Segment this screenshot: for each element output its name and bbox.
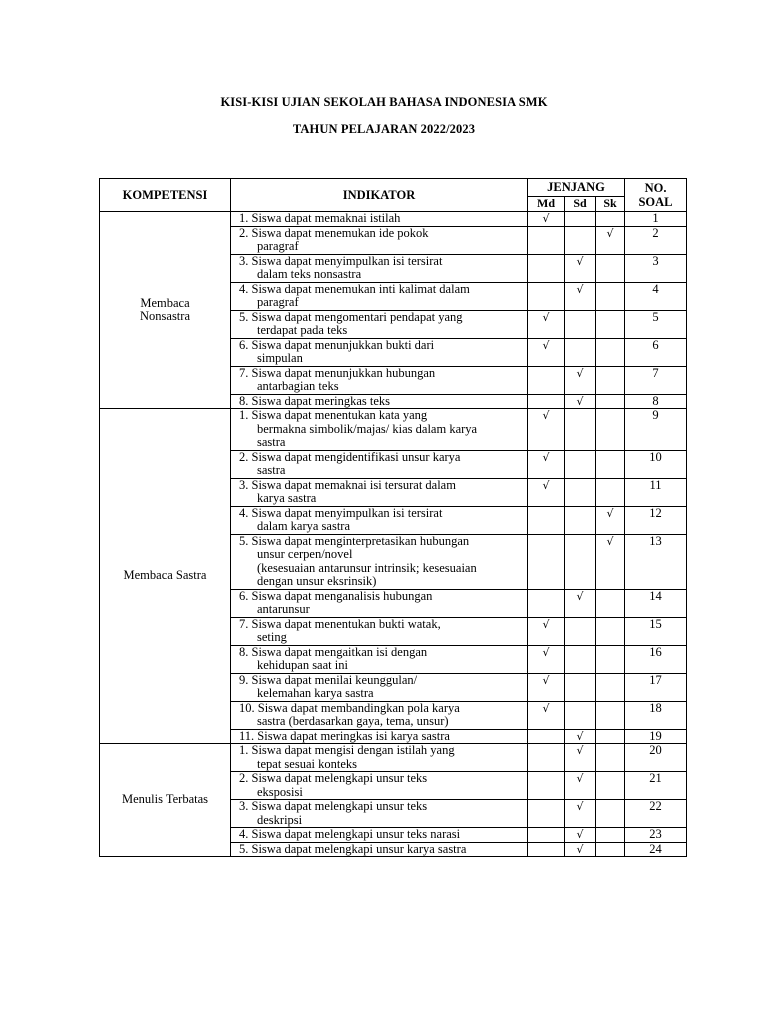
indikator-text: kelemahan karya sastra	[257, 686, 374, 700]
indikator-cell	[231, 828, 528, 843]
check-mark-icon: √	[576, 254, 584, 268]
jenjang-md-cell	[528, 254, 565, 282]
jenjang-sd-cell	[565, 673, 596, 701]
jenjang-sk-cell	[596, 701, 625, 729]
header-no-soal	[625, 179, 687, 212]
jenjang-sk-cell	[596, 744, 625, 772]
check-mark-icon: √	[576, 282, 584, 296]
no-soal-cell: 21	[625, 772, 687, 800]
jenjang-sk-cell	[596, 645, 625, 673]
indikator-text: unsur cerpen/novel	[257, 547, 353, 561]
indikator-text: 2. Siswa dapat mengidentifikasi unsur karya	[239, 449, 461, 464]
indikator-text: antarunsur	[257, 602, 310, 616]
jenjang-md-cell	[528, 589, 565, 617]
indikator-text: antarbagian teks	[257, 379, 339, 393]
indikator-text: seting	[257, 630, 287, 644]
check-mark-icon: √	[576, 394, 584, 408]
no-soal-cell: 8	[625, 394, 687, 409]
indikator-cell	[231, 842, 528, 857]
header-md: Md	[528, 197, 565, 212]
jenjang-sk-cell	[596, 338, 625, 366]
indikator-text: deskripsi	[257, 812, 303, 827]
jenjang-sk-cell	[596, 282, 625, 310]
indikator-text: kehidupan saat ini	[257, 658, 348, 672]
indikator-cell	[231, 310, 528, 338]
jenjang-sk-cell	[596, 589, 625, 617]
indikator-cell	[231, 744, 528, 772]
indikator-cell	[231, 282, 528, 310]
jenjang-md-cell	[528, 338, 565, 366]
jenjang-sd-cell	[565, 701, 596, 729]
jenjang-sk-cell	[596, 394, 625, 409]
jenjang-sd-cell	[565, 254, 596, 282]
kompetensi-cell	[100, 212, 231, 409]
jenjang-sk-cell	[596, 729, 625, 744]
jenjang-sd-cell	[565, 282, 596, 310]
indikator-text: simpulan	[257, 351, 303, 365]
check-mark-icon: √	[542, 701, 550, 715]
indikator-cell	[231, 409, 528, 451]
jenjang-sd-cell	[565, 226, 596, 254]
table-row	[100, 409, 687, 451]
jenjang-sd-cell	[565, 589, 596, 617]
indikator-cell	[231, 254, 528, 282]
check-mark-icon: √	[542, 409, 550, 422]
indikator-text: 9. Siswa dapat menilai keunggulan/	[239, 672, 418, 687]
indikator-text: 5. Siswa dapat menginterpretasikan hubungan	[239, 533, 470, 548]
indikator-text: 6. Siswa dapat menganalisis hubungan	[239, 588, 433, 603]
jenjang-md-cell	[528, 828, 565, 843]
jenjang-md-cell	[528, 842, 565, 857]
check-mark-icon: √	[576, 366, 584, 380]
indikator-cell	[231, 701, 528, 729]
jenjang-sk-cell	[596, 366, 625, 394]
indikator-text: karya sastra	[257, 491, 317, 505]
header-sk: Sk	[596, 197, 625, 212]
jenjang-sk-cell	[596, 534, 625, 589]
jenjang-md-cell	[528, 478, 565, 506]
jenjang-md-cell	[528, 450, 565, 478]
jenjang-sk-cell	[596, 212, 625, 227]
indikator-text: 4. Siswa dapat melengkapi unsur teks narasi	[239, 827, 461, 841]
jenjang-md-cell	[528, 744, 565, 772]
jenjang-md-cell	[528, 282, 565, 310]
no-soal-cell: 19	[625, 729, 687, 744]
jenjang-md-cell	[528, 310, 565, 338]
indikator-text: 6. Siswa dapat menunjukkan bukti dari	[239, 337, 435, 352]
jenjang-sd-cell	[565, 478, 596, 506]
indikator-text: 11. Siswa dapat meringkas isi karya sastra	[239, 728, 450, 743]
no-soal-cell: 3	[625, 254, 687, 282]
jenjang-md-cell	[528, 394, 565, 409]
header-no-soal-line2: SOAL	[638, 194, 673, 209]
header-kompetensi: KOMPETENSI	[100, 179, 231, 212]
indikator-text: tepat sesuai konteks	[257, 756, 357, 771]
indikator-cell	[231, 617, 528, 645]
jenjang-md-cell	[528, 729, 565, 744]
jenjang-sd-cell	[565, 645, 596, 673]
header-jenjang: JENJANG	[528, 179, 625, 197]
jenjang-sk-cell	[596, 254, 625, 282]
document-subtitle: TAHUN PELAJARAN 2022/2023	[292, 122, 476, 136]
jenjang-sk-cell	[596, 800, 625, 828]
check-mark-icon: √	[576, 744, 584, 757]
table-body	[100, 212, 687, 857]
indikator-cell	[231, 212, 528, 227]
indikator-cell	[231, 772, 528, 800]
indikator-text: 7. Siswa dapat menunjukkan hubungan	[239, 365, 436, 380]
no-soal-cell: 9	[625, 409, 687, 451]
indikator-cell	[231, 589, 528, 617]
jenjang-md-cell	[528, 800, 565, 828]
indikator-cell	[231, 394, 528, 409]
no-soal-cell: 11	[625, 478, 687, 506]
indikator-text: 2. Siswa dapat menemukan ide pokok	[239, 225, 429, 240]
jenjang-sk-cell	[596, 506, 625, 534]
no-soal-cell: 2	[625, 226, 687, 254]
no-soal-cell: 7	[625, 366, 687, 394]
check-mark-icon: √	[542, 310, 550, 324]
check-mark-icon: √	[542, 450, 550, 464]
jenjang-sk-cell	[596, 673, 625, 701]
check-mark-icon: √	[576, 800, 584, 813]
jenjang-sd-cell	[565, 409, 596, 451]
check-mark-icon: √	[576, 828, 584, 841]
indikator-text: 1. Siswa dapat menentukan kata yang	[239, 408, 428, 422]
indikator-text: 2. Siswa dapat melengkapi unsur teks	[239, 771, 428, 785]
jenjang-sd-cell	[565, 450, 596, 478]
indikator-text: dengan unsur eksrinsik)	[257, 574, 377, 588]
indikator-text: 3. Siswa dapat melengkapi unsur teks	[239, 799, 428, 813]
indikator-cell	[231, 338, 528, 366]
kompetensi-label: Membaca Sastra	[123, 568, 207, 583]
no-soal-cell: 10	[625, 450, 687, 478]
indikator-text: terdapat pada teks	[257, 323, 348, 337]
indikator-cell	[231, 478, 528, 506]
jenjang-sd-cell	[565, 828, 596, 843]
indikator-text: 7. Siswa dapat menentukan bukti watak,	[239, 616, 441, 631]
jenjang-sd-cell	[565, 800, 596, 828]
indikator-text: 1. Siswa dapat mengisi dengan istilah yang	[239, 743, 455, 757]
check-mark-icon: √	[542, 338, 550, 352]
indikator-text: dalam karya sastra	[257, 519, 351, 533]
indikator-cell	[231, 800, 528, 828]
jenjang-md-cell	[528, 673, 565, 701]
indikator-text: (kesesuaian antarunsur intrinsik; kesesuaian	[257, 560, 477, 575]
jenjang-sd-cell	[565, 366, 596, 394]
table-row	[100, 212, 687, 227]
check-mark-icon: √	[576, 729, 584, 743]
indikator-text: paragraf	[257, 239, 299, 253]
jenjang-md-cell	[528, 366, 565, 394]
jenjang-sd-cell	[565, 394, 596, 409]
jenjang-md-cell	[528, 534, 565, 589]
header-sd: Sd	[565, 197, 596, 212]
no-soal-cell: 1	[625, 212, 687, 227]
no-soal-cell: 16	[625, 645, 687, 673]
jenjang-sk-cell	[596, 842, 625, 857]
jenjang-sk-cell	[596, 409, 625, 451]
jenjang-sd-cell	[565, 842, 596, 857]
check-mark-icon: √	[606, 226, 614, 240]
jenjang-sk-cell	[596, 478, 625, 506]
jenjang-sd-cell	[565, 338, 596, 366]
no-soal-cell: 24	[625, 842, 687, 857]
indikator-text: bermakna simbolik/majas/ kias dalam karya	[257, 421, 478, 436]
indikator-cell	[231, 226, 528, 254]
check-mark-icon: √	[542, 617, 550, 631]
jenjang-md-cell	[528, 212, 565, 227]
no-soal-cell: 6	[625, 338, 687, 366]
check-mark-icon: √	[606, 534, 614, 548]
indikator-text: 1. Siswa dapat memaknai istilah	[239, 211, 401, 225]
jenjang-sd-cell	[565, 534, 596, 589]
kompetensi-label: Nonsastra	[140, 309, 190, 323]
indikator-text: 3. Siswa dapat menyimpulkan isi tersirat	[239, 253, 443, 268]
check-mark-icon: √	[576, 842, 584, 856]
jenjang-sd-cell	[565, 744, 596, 772]
indikator-cell	[231, 506, 528, 534]
jenjang-sd-cell	[565, 506, 596, 534]
no-soal-cell: 15	[625, 617, 687, 645]
indikator-text: dalam teks nonsastra	[257, 267, 362, 281]
document-title: KISI-KISI UJIAN SEKOLAH BAHASA INDONESIA SMK	[220, 95, 548, 109]
jenjang-sk-cell	[596, 450, 625, 478]
indikator-text: 8. Siswa dapat meringkas teks	[239, 393, 391, 408]
kompetensi-label: Membaca	[140, 295, 190, 310]
no-soal-cell: 13	[625, 534, 687, 589]
jenjang-md-cell	[528, 506, 565, 534]
indikator-cell	[231, 673, 528, 701]
check-mark-icon: √	[542, 645, 550, 659]
check-mark-icon: √	[542, 673, 550, 687]
check-mark-icon: √	[542, 478, 550, 492]
indikator-text: 10. Siswa dapat membandingkan pola karya	[239, 700, 460, 715]
jenjang-md-cell	[528, 617, 565, 645]
jenjang-sd-cell	[565, 310, 596, 338]
indikator-text: paragraf	[257, 295, 299, 309]
indikator-cell	[231, 534, 528, 589]
indikator-text: 4. Siswa dapat menyimpulkan isi tersirat	[239, 505, 443, 520]
indikator-text: 5. Siswa dapat mengomentari pendapat yang	[239, 309, 463, 324]
table-row	[100, 744, 687, 772]
indikator-text: sastra (berdasarkan gaya, tema, unsur)	[257, 714, 449, 728]
indikator-cell	[231, 645, 528, 673]
jenjang-md-cell	[528, 409, 565, 451]
indikator-text: 4. Siswa dapat menemukan inti kalimat dalam	[239, 281, 470, 296]
indikator-cell	[231, 366, 528, 394]
jenjang-sk-cell	[596, 617, 625, 645]
kompetensi-cell	[100, 744, 231, 857]
no-soal-cell: 4	[625, 282, 687, 310]
check-mark-icon: √	[576, 589, 584, 603]
jenjang-md-cell	[528, 772, 565, 800]
check-mark-icon: √	[606, 506, 614, 520]
no-soal-cell: 17	[625, 673, 687, 701]
no-soal-cell: 20	[625, 744, 687, 772]
header-indikator: INDIKATOR	[231, 179, 528, 212]
indikator-text: 8. Siswa dapat mengaitkan isi dengan	[239, 644, 428, 659]
jenjang-sd-cell	[565, 772, 596, 800]
indikator-text: 3. Siswa dapat memaknai isi tersurat dalam	[239, 477, 456, 492]
kompetensi-cell	[100, 409, 231, 744]
no-soal-cell: 22	[625, 800, 687, 828]
check-mark-icon: √	[576, 772, 584, 785]
jenjang-sd-cell	[565, 729, 596, 744]
indikator-cell	[231, 729, 528, 744]
check-mark-icon: √	[542, 212, 550, 225]
indikator-text: sastra	[257, 463, 286, 477]
jenjang-sk-cell	[596, 772, 625, 800]
jenjang-sk-cell	[596, 828, 625, 843]
jenjang-md-cell	[528, 645, 565, 673]
kisi-kisi-table	[99, 178, 687, 857]
header-no-soal-line1: NO.	[644, 181, 667, 195]
no-soal-cell: 23	[625, 828, 687, 843]
kompetensi-label: Menulis Terbatas	[121, 792, 209, 807]
indikator-text: sastra	[257, 435, 286, 449]
indikator-cell	[231, 450, 528, 478]
jenjang-sd-cell	[565, 212, 596, 227]
jenjang-sk-cell	[596, 310, 625, 338]
jenjang-sk-cell	[596, 226, 625, 254]
jenjang-md-cell	[528, 226, 565, 254]
no-soal-cell: 18	[625, 701, 687, 729]
indikator-text: eksposisi	[257, 784, 303, 799]
indikator-text: 5. Siswa dapat melengkapi unsur karya sastra	[239, 841, 467, 856]
jenjang-sd-cell	[565, 617, 596, 645]
no-soal-cell: 5	[625, 310, 687, 338]
no-soal-cell: 14	[625, 589, 687, 617]
jenjang-md-cell	[528, 701, 565, 729]
no-soal-cell: 12	[625, 506, 687, 534]
